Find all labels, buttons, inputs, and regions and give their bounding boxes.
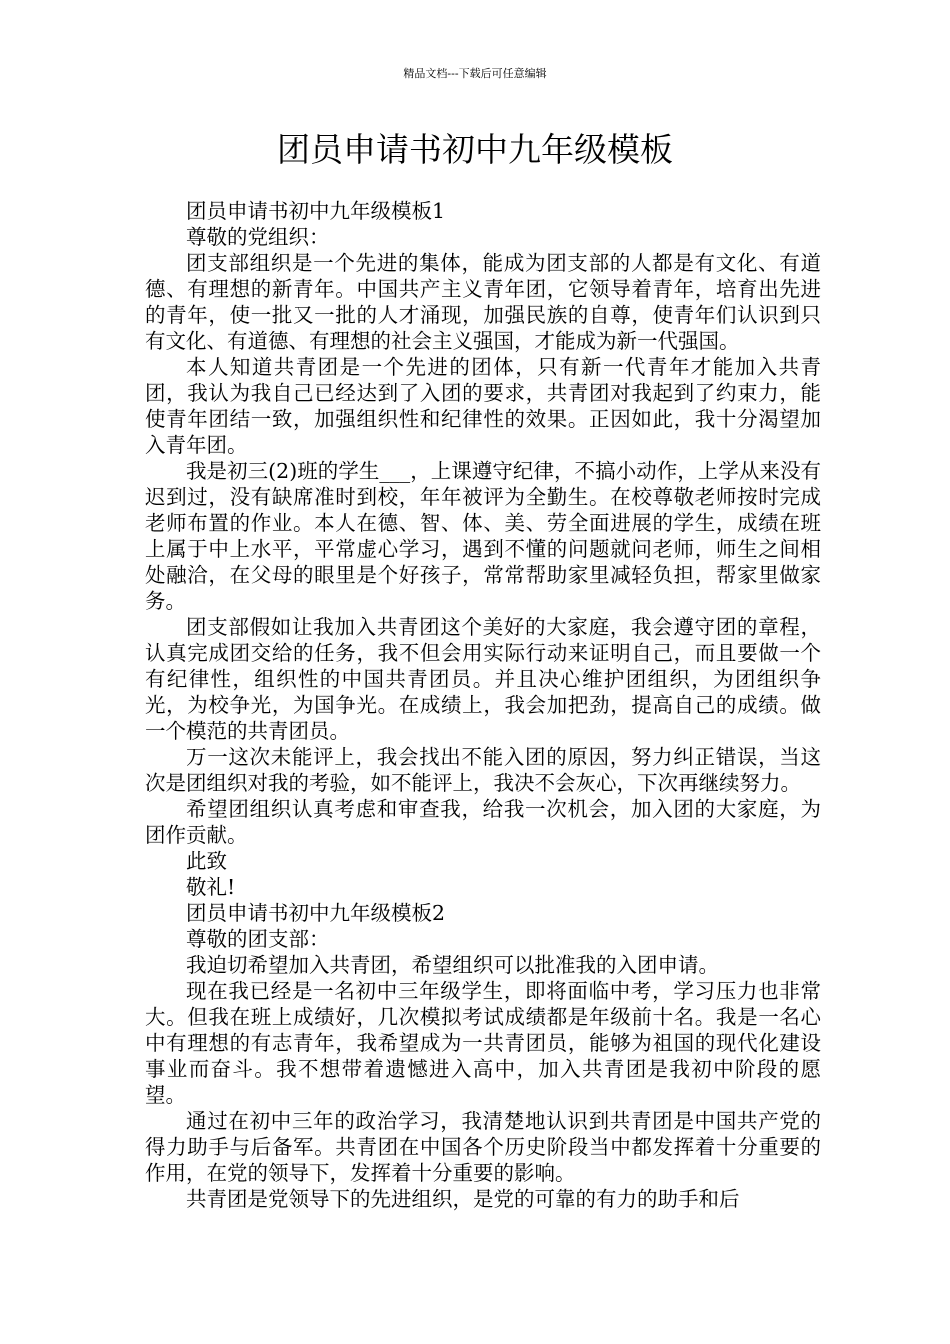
paragraph: 现在我已经是一名初中三年级学生，即将面临中考，学习压力也非常大。但我在班上成绩好，几次模拟考试成绩都是年级前十名。我是一名心中有理想的有志青年，我希望成为一共青团员，能够为祖国的现代化建设事业而奋斗。我不想带着遗憾进入高中，加入共青团是我初中阶段的愿望。 (145, 979, 821, 1107)
paragraph: 团员申请书初中九年级模板2 (186, 901, 446, 925)
paragraph: 希望团组织认真考虑和审查我，给我一次机会，加入团的大家庭，为团作贡献。 (145, 797, 821, 847)
paragraph: 共青团是党领导下的先进组织，是党的可靠的有力的助手和后 (186, 1187, 740, 1211)
paragraph: 我是初三(2)班的学生___，上课遵守纪律，不搞小动作，上学从来没有迟到过，没有缺席准时到校，年年被评为全勤生。在校尊敬老师按时完成老师布置的作业。本人在德、智、体、美、劳全面进展的学生，成绩在班上属于中上水平，平常虚心学习，遇到不懂的问题就问老师，师生之间相处融洽，在父母的眼里是个好孩子，常常帮助家里减轻负担，帮家里做家务。 (145, 459, 821, 613)
paragraph: 我迫切希望加入共青团，希望组织可以批准我的入团申请。 (186, 953, 719, 977)
paragraph: 万一这次未能评上，我会找出不能入团的原因，努力纠正错误，当这次是团组织对我的考验，如不能评上，我决不会灰心，下次再继续努力。 (145, 745, 821, 795)
paragraph: 团支部组织是一个先进的集体，能成为团支部的人都是有文化、有道德、有理想的新青年。中国共产主义青年团，它领导着青年，培育出先进的青年，使一批又一批的人才涌现，加强民族的自尊，使青年们认识到只有文化、有道德、有理想的社会主义强国，才能成为新一代强国。 (145, 251, 821, 353)
paragraph: 敬礼! (186, 875, 236, 899)
document-title: 团员申请书初中九年级模板 (277, 130, 673, 169)
paragraph: 通过在初中三年的政治学习，我清楚地认识到共青团是中国共产党的得力助手与后备军。共青团在中国各个历史阶段当中都发挥着十分重要的作用，在党的领导下，发挥着十分重要的影响。 (145, 1109, 821, 1185)
paragraph: 本人知道共青团是一个先进的团体，只有新一代青年才能加入共青团，我认为我自己已经达到了入团的要求，共青团对我起到了约束力，能使青年团结一致，加强组织性和纪律性的效果。正因如此，我十分渴望加入青年团。 (145, 355, 821, 457)
paragraph: 团员申请书初中九年级模板1 (186, 199, 446, 223)
paragraph: 尊敬的团支部： (186, 927, 330, 951)
paragraph: 尊敬的党组织： (186, 225, 330, 249)
paragraph: 此致 (186, 849, 227, 873)
page-header: 精品文档---下载后可任意编辑 (403, 67, 547, 80)
document-body (145, 198, 821, 1212)
paragraph: 团支部假如让我加入共青团这个美好的大家庭，我会遵守团的章程，认真完成团交给的任务，我不但会用实际行动来证明自己，而且要做一个有纪律性，组织性的中国共青团员。并且决心维护团组织，为团组织争光，为校争光，为国争光。在成绩上，我会加把劲，提高自己的成绩。做一个模范的共青团员。 (145, 615, 821, 743)
